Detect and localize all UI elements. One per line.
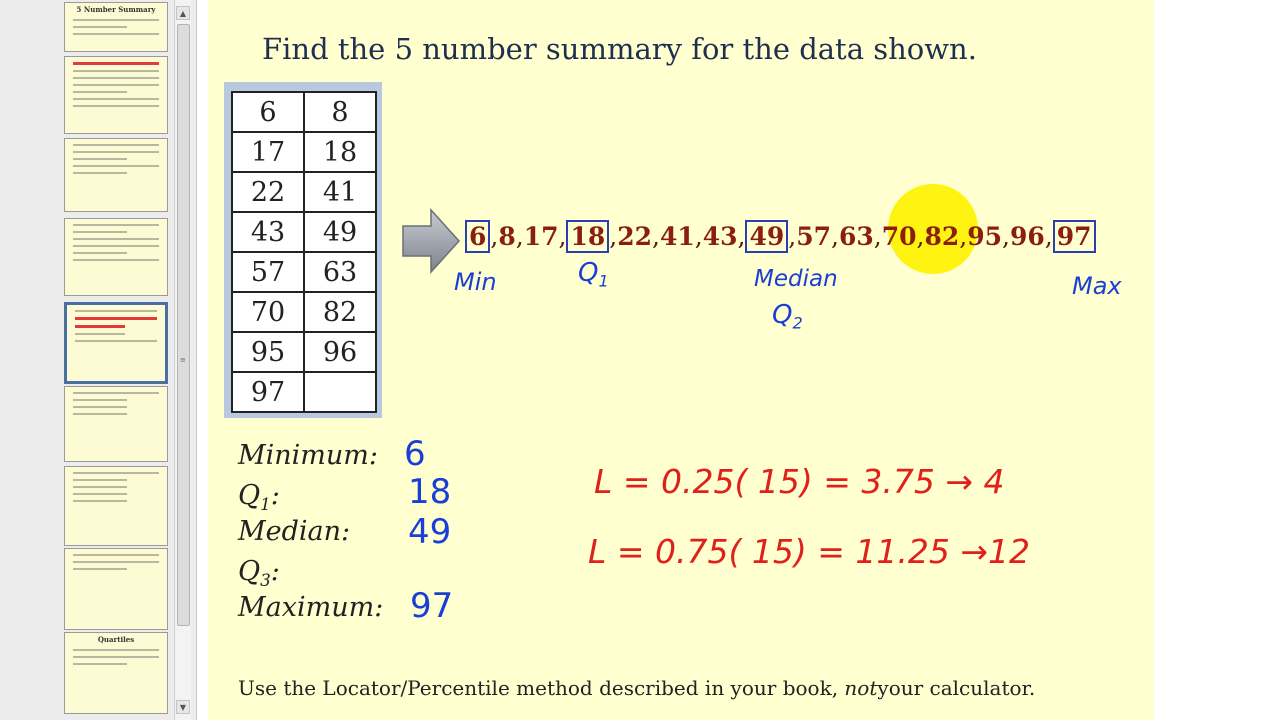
sorted-value: 95 <box>967 222 1003 251</box>
thumbnail-title: 5 Number Summary <box>76 5 156 14</box>
annotation-median: Median <box>754 266 838 292</box>
summary-median-value: 49 <box>408 512 452 552</box>
triangle-down-icon[interactable]: ▼ <box>176 700 190 714</box>
thumbnail-slide-9[interactable] <box>64 632 168 714</box>
table-cell: 82 <box>304 292 376 332</box>
thumbnail-slide-7[interactable] <box>64 466 168 546</box>
sorted-value: 43 <box>702 222 738 251</box>
table-cell: 95 <box>232 332 304 372</box>
annotation-min: Min <box>454 268 497 296</box>
slide-title: Find the 5 number summary for the data shown. <box>262 32 977 66</box>
table-row <box>232 172 376 212</box>
sorted-value: 22 <box>617 222 653 251</box>
thumbnail-slide-1[interactable] <box>64 2 168 52</box>
comma-separator: , <box>788 222 797 251</box>
sorted-value-boxed: 49 <box>745 220 788 253</box>
sorted-value: 63 <box>838 222 874 251</box>
summary-minimum-label: Minimum: <box>238 440 378 471</box>
data-table <box>231 91 377 413</box>
table-row <box>232 132 376 172</box>
comma-separator: , <box>490 222 499 251</box>
triangle-up-icon[interactable]: ▲ <box>176 6 190 20</box>
comma-separator: , <box>515 222 524 251</box>
thumbnail-strip <box>60 0 174 720</box>
table-cell: 49 <box>304 212 376 252</box>
comma-separator: , <box>652 222 660 251</box>
thumbnail-slide-4[interactable] <box>64 218 168 296</box>
comma-separator: , <box>916 222 925 251</box>
comma-separator: , <box>609 222 618 251</box>
table-row <box>232 292 376 332</box>
scrollbar-thumb[interactable] <box>177 24 190 626</box>
table-cell: 41 <box>304 172 376 212</box>
summary-q3-label: $Q_3$: <box>238 556 280 590</box>
data-table-panel <box>224 82 382 418</box>
summary-median-label: Median: <box>238 516 351 547</box>
thumbnail-slide-6[interactable] <box>64 386 168 462</box>
thumbnail-slide-5-selected[interactable] <box>64 302 168 384</box>
table-cell: 18 <box>304 132 376 172</box>
sorted-value-boxed: 97 <box>1053 220 1096 253</box>
annotation-q2: $Q_2$ <box>772 300 803 333</box>
comma-separator: , <box>1002 222 1010 251</box>
summary-q1-label: $Q_1$: <box>238 480 280 514</box>
sorted-value-boxed: 18 <box>566 220 609 253</box>
sorted-value: 41 <box>659 222 695 251</box>
summary-q1-value: 18 <box>408 472 452 512</box>
table-cell: 57 <box>232 252 304 292</box>
work-line-q1: L = 0.25( 15) = 3.75 → 4 <box>594 462 1005 501</box>
right-arrow-icon <box>401 208 461 274</box>
thumbnail-slide-2[interactable] <box>64 56 168 134</box>
summary-minimum-value: 6 <box>404 434 426 474</box>
table-row <box>232 212 376 252</box>
table-cell: 70 <box>232 292 304 332</box>
comma-separator: , <box>558 222 567 251</box>
annotation-max: Max <box>1072 272 1122 300</box>
sorted-value: 57 <box>796 222 832 251</box>
sorted-value: 17 <box>523 222 559 251</box>
table-cell: 96 <box>304 332 376 372</box>
table-cell: 6 <box>232 92 304 132</box>
table-row <box>232 252 376 292</box>
table-cell: 97 <box>232 372 304 412</box>
table-cell: 63 <box>304 252 376 292</box>
comma-separator: , <box>873 222 882 251</box>
sorted-value: 82 <box>924 222 960 251</box>
table-row <box>232 372 376 412</box>
table-cell <box>304 372 376 412</box>
sorted-value: 70 <box>881 222 917 251</box>
table-cell: 43 <box>232 212 304 252</box>
table-row <box>232 92 376 132</box>
comma-separator: , <box>1044 222 1053 251</box>
comma-separator: , <box>831 222 839 251</box>
thumbnail-slide-8[interactable] <box>64 548 168 630</box>
comma-separator: , <box>694 222 703 251</box>
table-cell: 17 <box>232 132 304 172</box>
window-background <box>1154 0 1280 720</box>
comma-separator: , <box>959 222 968 251</box>
sorted-data-list <box>465 222 1096 251</box>
summary-maximum-label: Maximum: <box>238 592 384 623</box>
table-cell: 8 <box>304 92 376 132</box>
slide-canvas <box>208 0 1154 720</box>
comma-separator: , <box>737 222 746 251</box>
summary-maximum-value: 97 <box>410 586 454 626</box>
sorted-value-boxed: 6 <box>465 220 490 253</box>
sorted-value: 8 <box>498 222 516 251</box>
slide-thumbnail-pane <box>0 0 197 720</box>
grip-icon: ≡ <box>180 356 186 364</box>
table-cell: 22 <box>232 172 304 212</box>
thumbnail-slide-3[interactable] <box>64 138 168 212</box>
table-row <box>232 332 376 372</box>
thumbnail-title: Quartiles <box>97 635 135 644</box>
thumbnail-scrollbar[interactable] <box>174 0 191 720</box>
annotation-q1: $Q_1$ <box>578 258 609 291</box>
work-line-q3: L = 0.75( 15) = 11.25 →12 <box>588 532 1030 571</box>
footnote: Use the Locator/Percentile method described in your book, notyour calculator. <box>238 676 1036 700</box>
sorted-value: 96 <box>1009 222 1045 251</box>
